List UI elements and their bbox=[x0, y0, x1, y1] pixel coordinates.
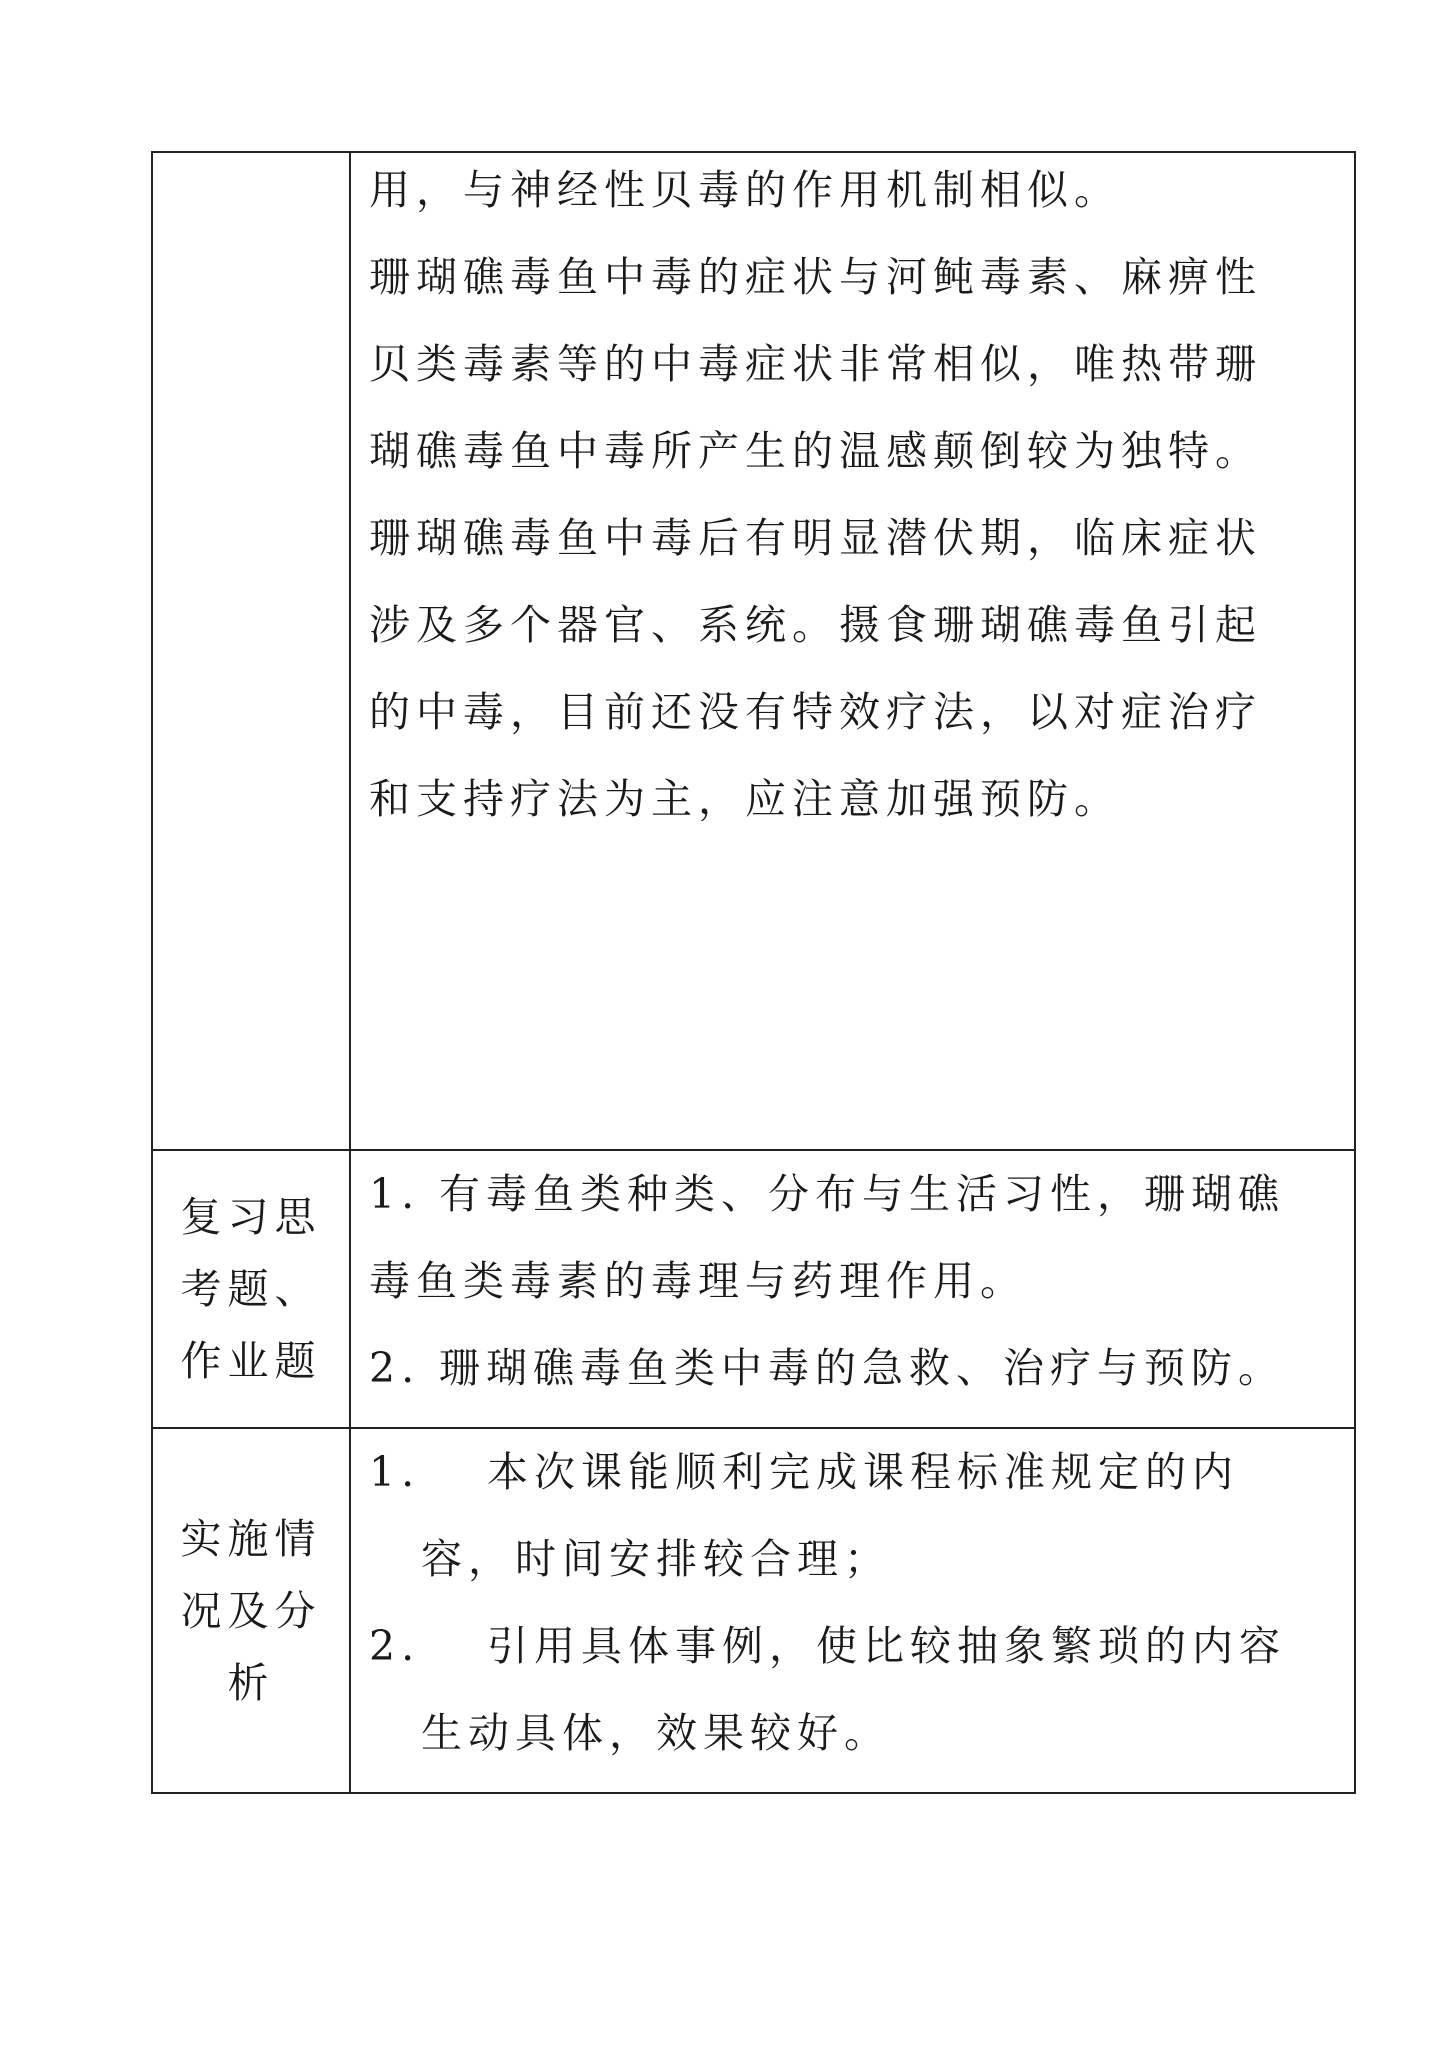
list-item-continuation: 生动具体，效果较好。 bbox=[421, 1709, 891, 1757]
item-text: 有毒鱼类种类、分布与生活习性，珊瑚礁 bbox=[439, 1170, 1285, 1218]
text-line: 珊瑚礁毒鱼中毒的症状与河鲀毒素、麻痹性 bbox=[369, 253, 1262, 301]
review-questions-cell bbox=[350, 1150, 1355, 1428]
lesson-plan-table bbox=[151, 151, 1356, 1794]
text-line: 贝类毒素等的中毒症状非常相似，唯热带珊 bbox=[369, 340, 1262, 388]
item-text: 引用具体事例，使比较抽象繁琐的内容 bbox=[487, 1622, 1286, 1670]
implementation-label: 实施情 况及分 析 bbox=[180, 1514, 322, 1707]
text-line: 瑚礁毒鱼中毒所产生的温感颠倒较为独特。 bbox=[369, 427, 1262, 475]
text-line: 用，与神经性贝毒的作用机制相似。 bbox=[369, 166, 1121, 214]
review-questions-label: 复习思 考题、 作业题 bbox=[180, 1193, 322, 1385]
list-item-continuation: 容，时间安排较合理； bbox=[421, 1535, 891, 1583]
list-item bbox=[351, 1429, 1354, 1516]
table-row-implementation bbox=[152, 1428, 1355, 1793]
list-item-continuation: 毒鱼类毒素的毒理与药理作用。 bbox=[369, 1257, 1027, 1305]
item-number: 1. bbox=[369, 1448, 421, 1496]
text-line: 和支持疗法为主，应注意加强预防。 bbox=[369, 775, 1121, 823]
list-item bbox=[351, 1603, 1354, 1690]
list-item bbox=[351, 1151, 1354, 1238]
item-number: 2. bbox=[369, 1344, 421, 1392]
row-label-cell bbox=[152, 1150, 350, 1428]
table-row-content bbox=[152, 152, 1355, 1150]
list-item bbox=[351, 1325, 1354, 1412]
row-label-cell-empty bbox=[152, 152, 350, 1150]
content-cell bbox=[350, 152, 1355, 1150]
review-questions-list bbox=[351, 1151, 1354, 1412]
item-number: 2. bbox=[369, 1622, 421, 1670]
implementation-cell bbox=[350, 1428, 1355, 1793]
content-paragraphs bbox=[351, 147, 1354, 843]
text-line: 的中毒，目前还没有特效疗法，以对症治疗 bbox=[369, 688, 1262, 736]
item-number: 1. bbox=[369, 1170, 421, 1218]
implementation-list bbox=[351, 1429, 1354, 1777]
item-text: 珊瑚礁毒鱼类中毒的急救、治疗与预防。 bbox=[439, 1344, 1285, 1392]
text-line: 涉及多个器官、系统。摄食珊瑚礁毒鱼引起 bbox=[369, 601, 1262, 649]
table-row-review-questions bbox=[152, 1150, 1355, 1428]
item-text: 本次课能顺利完成课程标准规定的内 bbox=[487, 1448, 1239, 1496]
row-label-cell bbox=[152, 1428, 350, 1793]
text-line: 珊瑚礁毒鱼中毒后有明显潜伏期，临床症状 bbox=[369, 514, 1262, 562]
